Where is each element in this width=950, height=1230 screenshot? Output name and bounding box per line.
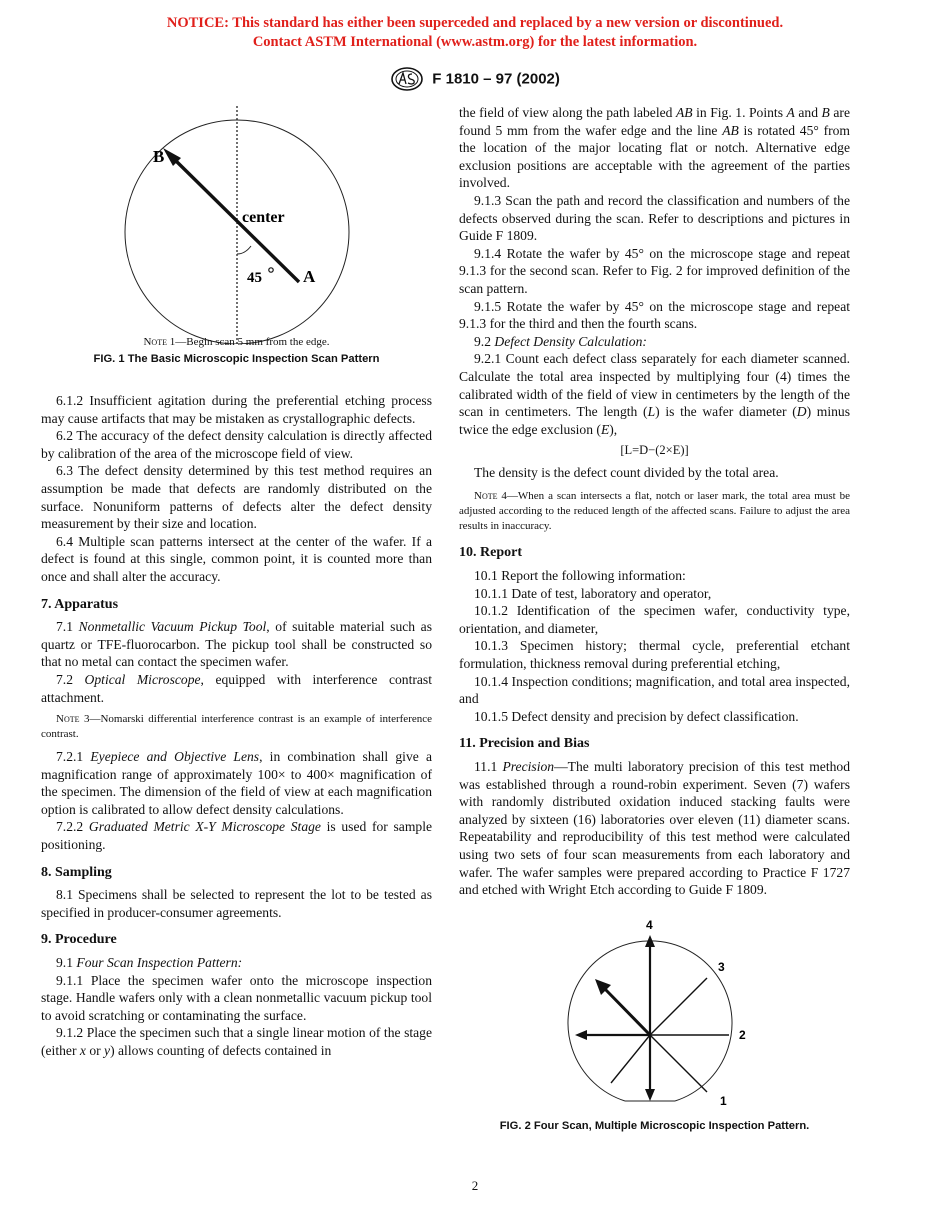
para-6-2: 6.2 The accuracy of the defect density calculation is directly affected by calibration of the area of the microscope field of view. [41, 428, 432, 461]
right-column [459, 104, 850, 1137]
para-7-2-1: 7.2.1 Eyepiece and Objective Lens, in combination shall give a magnification range of approximately 100× to 400× magnification of the specimen. The dimension of the field of view at each magnification option is calibrated to allow defect density calculations. [41, 749, 432, 817]
figure-1 [41, 104, 432, 376]
para-density: The density is the defect count divided by the total area. [474, 464, 779, 480]
para-10-1-3: 10.1.3 Specimen history; thermal cycle, preferential etchant formulation, thickness removal during preferential etching, [459, 638, 850, 672]
para-9-1-2-cont: the field of view along the path labeled AB in Fig. 1. Points A and B are found 5 mm from the wafer edge and the line AB is rotated 45° from the location of the major locating flat or notch. Alternative edge exclusion positions are acceptable with the agreement of the parties involved. [459, 105, 850, 191]
left-column [41, 104, 432, 1060]
fig2-label-4: 4 [646, 917, 653, 932]
arrow-1 [645, 1089, 655, 1101]
para-6-1-2: 6.1.2 Insufficient agitation during the preferential etching process may cause artifacts that may be mistaken as crystallographic defects. [41, 393, 432, 426]
para-9-2-1: 9.2.1 Count each defect class separately for each diameter scanned. Calculate the total area inspected by multiplying four (4) times the calibrated width of the field of view in centimeters by the length of the scan in centimeters. The length (L) is the wafer diameter (D) minus twice the edge exclusion (E), [459, 351, 850, 437]
para-9-1-1: 9.1.1 Place the specimen wafer onto the microscope inspection stage. Handle wafers only with a clean nonmetallic vacuum pickup tool to avoid scratching or contaminating the surface. [41, 972, 432, 1023]
para-10-1-2: 10.1.2 Identification of the specimen wafer, conductivity type, orientation, and diameter, [459, 603, 850, 636]
para-10-1-1: 10.1.1 Date of test, laboratory and operator, [474, 585, 712, 601]
para-10-1-4: 10.1.4 Inspection conditions; magnification, and total area inspected, and [459, 673, 850, 707]
fig2-caption: FIG. 2 Four Scan, Multiple Microscopic Inspection Pattern. [499, 1119, 810, 1132]
para-10-1-5: 10.1.5 Defect density and precision by defect classification. [474, 708, 799, 724]
fig1-note: Note 1—Begin scan 5 mm from the edge. [143, 336, 330, 348]
para-10-1: 10.1 Report the following information: [474, 568, 686, 584]
para-9-1-3: 9.1.3 Scan the path and record the classification and numbers of the defects observed during the scan. Refer to descriptions and pictures in Guide F 1809. [459, 192, 850, 244]
para-6-3: 6.3 The defect density determined by this test method requires an assumption be made that defects are randomly distributed on the surface. Nonuniform patterns of defects alter the defect density measurement by their size and location. [41, 463, 432, 532]
fig2-label-1: 1 [720, 1093, 727, 1108]
fig1-label-center: center [242, 209, 285, 226]
arrow-2 [575, 1030, 587, 1040]
designation: F 1810 – 97 (2002) [432, 70, 560, 88]
fig1-label-b: B [153, 147, 165, 166]
fig1-caption: FIG. 1 The Basic Microscopic Inspection Scan Pattern [93, 353, 380, 365]
para-11-1: 11.1 Precision—The multi laboratory precision of this test method was established through a round-robin experiment. Seven (7) wafers with randomly distributed oxidation induced stacking faults were analyzed by sixteen (16) laboratories over eleven (11) diameter scans. Repeatability and reproducibility of this test method were calculated using two sets of four scan measurements from each laboratory and wafer. The wafer samples were prepared according to Practice F 1727 and etched with Wright Etch according to Guide F 1809. [459, 759, 850, 898]
para-9-1-2: 9.1.2 Place the specimen such that a single linear motion of the stage (either x or y) allows counting of defects contained in [41, 1025, 432, 1058]
formula: [L=D−(2×E)] [620, 443, 689, 458]
notice-line-1: NOTICE: This standard has either been superceded and replaced by a new version or discontinued. [166, 15, 784, 31]
note-4: Note 4—When a scan intersects a flat, notch or laser mark, the total area must be adjusted according to the reduced length of the affected scans. Failure to adjust the area results in inaccuracy. [459, 490, 850, 533]
para-7-2: 7.2 Optical Microscope, equipped with interference contrast attachment. [41, 671, 432, 705]
para-9-1: 9.1 Four Scan Inspection Pattern: [56, 955, 243, 971]
para-6-4: 6.4 Multiple scan patterns intersect at the center of the wafer. If a defect is found at this single, common point, it is counted more than once and shall alter the accuracy. [41, 533, 432, 584]
para-7-2-2: 7.2.2 Graduated Metric X-Y Microscope Stage is used for sample positioning. [41, 819, 432, 853]
para-8-1: 8.1 Specimens shall be selected to represent the lot to be tested as specified in producer-consumer agreements. [41, 887, 432, 920]
document-header [0, 66, 950, 92]
fig1-label-angle: 45 [247, 270, 262, 286]
heading-precision-bias: 11. Precision and Bias [459, 736, 590, 752]
degree-symbol [269, 268, 273, 272]
page-number: 2 [471, 1178, 479, 1193]
heading-report: 10. Report [459, 545, 522, 561]
figure-2 [459, 913, 850, 1137]
para-9-2: 9.2 Defect Density Calculation: [474, 333, 647, 349]
para-7-1: 7.1 Nonmetallic Vacuum Pickup Tool, of suitable material such as quartz or TFE-fluorocarbon. The pickup tool shall be constructed so that no metal can contact the specimen wafer. [41, 619, 432, 670]
note-3: Note 3—Nomarski differential interference contrast is an example of interference contrast. [41, 713, 433, 741]
notice-line-2: Contact ASTM International (www.astm.org) for the latest information. [252, 34, 698, 50]
heading-sampling: 8. Sampling [41, 864, 112, 880]
four-scan-figure [459, 913, 850, 1113]
fig1-label-a: A [303, 267, 316, 286]
fig2-label-2: 2 [739, 1027, 746, 1042]
heading-procedure: 9. Procedure [41, 932, 117, 948]
para-9-1-5: 9.1.5 Rotate the wafer by 45° on the microscope stage and repeat 9.1.3 for the third and then the fourth scans. [459, 298, 850, 332]
fig2-label-3: 3 [718, 959, 725, 974]
para-9-1-4: 9.1.4 Rotate the wafer by 45° on the microscope stage and repeat 9.1.3 for the second scan. Refer to Fig. 2 for improved definition of the scan pattern. [459, 245, 850, 296]
scan-pattern-figure [41, 104, 432, 344]
heading-apparatus: 7. Apparatus [41, 596, 119, 612]
astm-logo-icon [390, 66, 424, 92]
